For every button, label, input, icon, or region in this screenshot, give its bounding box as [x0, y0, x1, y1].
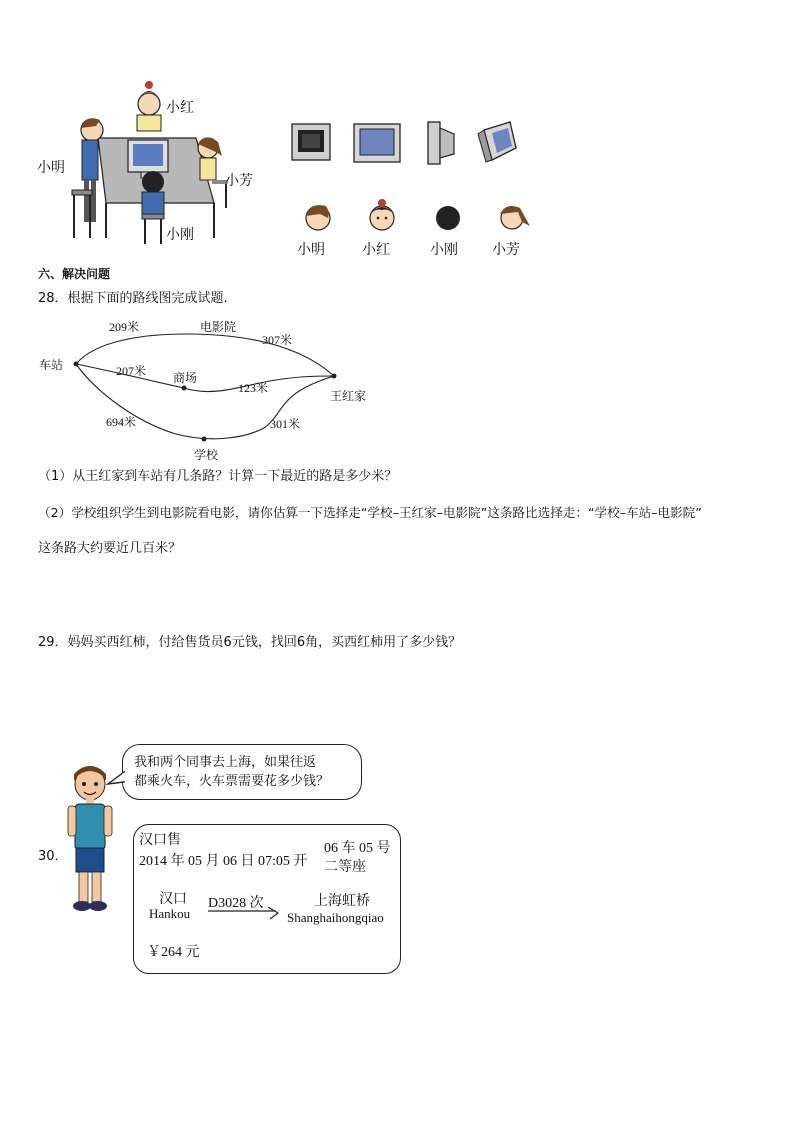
- speech-bubble: [122, 744, 362, 800]
- label-xiaofang: 小芳: [225, 173, 253, 189]
- section-title: 六、解决问题: [38, 267, 111, 281]
- label-xiaogang: 小刚: [166, 227, 194, 243]
- ticket-from-en: Hankou: [149, 906, 191, 921]
- face-label-1: 小明: [297, 242, 325, 258]
- ticket-to-en: Shanghaihongqiao: [287, 910, 384, 925]
- q28-sub2-line1: （2）学校组织学生到电影院看电影，请你估算一下选择走“学校–王红家–电影院”这条路比选择走：“学校–车站–电影院”: [38, 505, 702, 520]
- distance-school-wang: 301米: [270, 417, 301, 431]
- distance-station-mall: 207米: [116, 364, 147, 378]
- q28-sub2-line2: 这条路大约要近几百米？: [38, 541, 182, 556]
- q30-number: 30．: [38, 849, 68, 864]
- ticket-office: 汉口售: [139, 833, 181, 848]
- ticket-arrow: [206, 905, 296, 925]
- q28-sub1: （1）从王红家到车站有几条路？计算一下最近的路是多少米？: [38, 469, 398, 484]
- distance-station-cinema: 209米: [109, 320, 140, 334]
- q28-stem: 28．根据下面的路线图完成试题.: [38, 291, 228, 306]
- monitor-views-drawing: [288, 118, 524, 168]
- label-xiaohong: 小红: [166, 100, 194, 116]
- speech-line-1: 我和两个同事去上海，如果往返: [134, 755, 317, 770]
- ticket-price: ￥264 元: [147, 945, 200, 960]
- map-place-school: 学校: [194, 448, 219, 462]
- speech-line-2: 都乘火车，火车票需要花多少钱？: [134, 774, 330, 789]
- map-place-station: 车站: [39, 358, 64, 372]
- ticket-to-cn: 上海虹桥: [314, 894, 370, 909]
- label-xiaoming: 小明: [37, 160, 65, 176]
- distance-station-school: 694米: [106, 415, 137, 429]
- map-place-mall: 商场: [173, 371, 198, 385]
- ticket-seat-class: 二等座: [324, 860, 366, 875]
- ticket-datetime: 2014 年 05 月 06 日 07:05 开: [139, 854, 308, 869]
- face-label-2: 小红: [362, 242, 390, 258]
- faces-drawing: [300, 198, 540, 234]
- face-label-4: 小芳: [492, 242, 520, 258]
- children-faces: [300, 198, 540, 234]
- map-place-wang-home: 王红家: [330, 389, 367, 403]
- scene-drawing: [36, 78, 266, 248]
- face-label-3: 小刚: [430, 242, 458, 258]
- monitor-views: [288, 118, 524, 168]
- map-place-cinema: 电影院: [200, 320, 237, 334]
- q29-text: 29．妈妈买西红柿，付给售货员6元钱，找回6角，买西红柿用了多少钱？: [38, 635, 462, 650]
- ticket-train-number: D3028 次: [208, 896, 264, 911]
- ticket-from-cn: 汉口: [159, 892, 187, 907]
- distance-mall-wang: 123米: [238, 381, 269, 395]
- distance-cinema-wang: 307米: [262, 333, 293, 347]
- scene-illustration: [36, 78, 266, 248]
- speech-bubble-tail: [106, 770, 126, 790]
- ticket-car-seat: 06 车 05 号: [324, 841, 391, 856]
